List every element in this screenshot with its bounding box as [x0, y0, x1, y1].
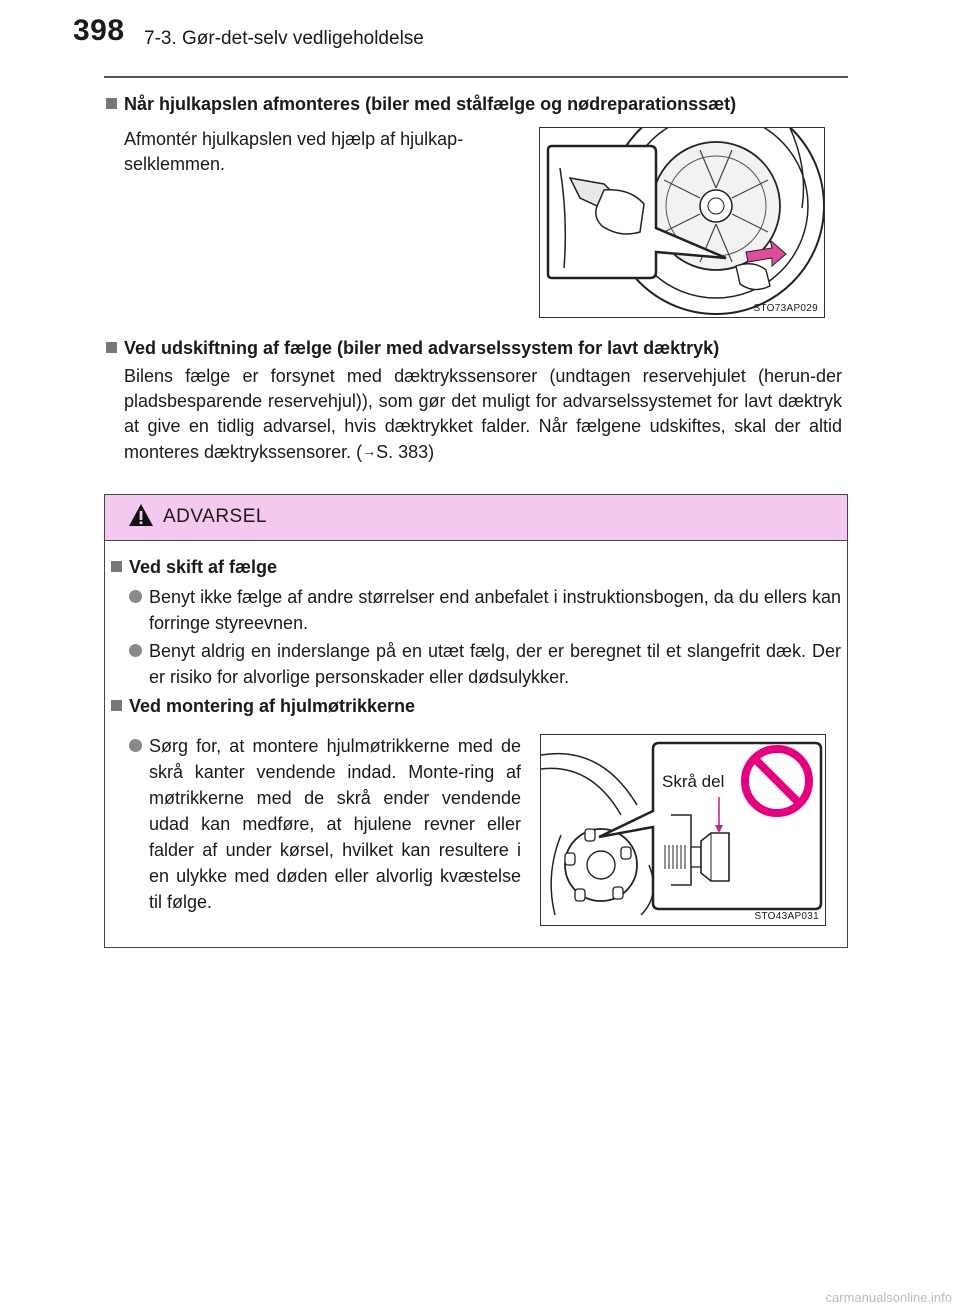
subheading-text: Ved skift af fælge — [129, 557, 278, 577]
paragraph-text: Bilens fælge er forsynet med dæktrykssensorer (undtagen reservehjulet (herun-der pladsbesparende reservehjul)), som gør det muligt for advarselssystemet for lavt dæktryk at give en tidlig advarsel, hvis dæktrykket falder. Når fælgene udskiftes, skal der altid monteres dæktrykssensorer. ( — [124, 366, 842, 462]
lug-nut-illustration — [541, 735, 825, 925]
hubcap-instructions-line: Afmontér hjulkapslen ved hjælp af hjulkap- — [124, 129, 464, 149]
warning-box — [104, 494, 848, 948]
warning-triangle-icon — [128, 503, 154, 527]
subheading-text: Ved montering af hjulmøtrikkerne — [129, 696, 416, 716]
bullet-text: Benyt aldrig en inderslange på en utæt fælg, der er beregnet til et slangefrit dæk. Der er risiko for alvorlige personskader eller dødsulykker. — [149, 641, 841, 687]
header-rule — [104, 76, 848, 78]
rim-replacement-paragraph — [124, 364, 842, 465]
bevel-part-label: Skrå del — [662, 772, 725, 791]
warning-subheading-lug-nuts — [111, 696, 415, 717]
page-reference: S. 383) — [376, 442, 435, 462]
square-bullet-icon — [106, 98, 117, 109]
warning-bullet-item — [129, 733, 521, 915]
circle-bullet-icon — [129, 590, 142, 603]
lug-nut-figure — [540, 734, 826, 926]
bullet-text: Sørg for, at montere hjulmøtrikkerne med de skrå kanter vendende indad. Monte-ring af møtrikkerne med de skrå ender vendende udad kan medføre, at hjulene revner eller falder af under kørsel, hvilket kan resultere i en ulykke med døden eller alvorlig kvæstelse til følge. — [149, 736, 521, 912]
square-bullet-icon — [106, 342, 117, 353]
figure-code: STO73AP029 — [753, 303, 818, 314]
circle-bullet-icon — [129, 644, 142, 657]
warning-header — [105, 495, 847, 541]
bullet-text: Benyt ikke fælge af andre størrelser end anbefalet i instruktionsbogen, da du ellers kan forringe styreevnen. — [149, 587, 841, 633]
section-heading-text: Når hjulkapslen afmonteres (biler med stålfælge og nødreparationssæt) — [124, 94, 737, 114]
warning-bullet-item — [129, 638, 841, 690]
figure-code: STO43AP031 — [754, 911, 819, 922]
section-heading-rim-replacement — [106, 338, 719, 359]
site-watermark: carmanualsonline.info — [825, 1290, 952, 1305]
reference-arrow-icon: → — [362, 443, 377, 459]
square-bullet-icon — [111, 561, 122, 572]
hubcap-instructions — [124, 127, 524, 177]
chapter-title: 7-3. Gør-det-selv vedligeholdelse — [144, 28, 424, 49]
square-bullet-icon — [111, 700, 122, 711]
section-heading-hubcap — [106, 94, 736, 115]
hubcap-removal-figure — [539, 127, 825, 318]
circle-bullet-icon — [129, 739, 142, 752]
warning-label: ADVARSEL — [163, 506, 267, 527]
hubcap-illustration — [540, 128, 824, 317]
hubcap-instructions-line: selklemmen. — [124, 154, 226, 174]
warning-subheading-rim-change — [111, 557, 277, 578]
warning-bullet-item — [129, 584, 841, 636]
section-heading-text: Ved udskiftning af fælge (biler med advarselssystem for lavt dæktryk) — [124, 338, 720, 358]
page-number: 398 — [73, 14, 125, 47]
